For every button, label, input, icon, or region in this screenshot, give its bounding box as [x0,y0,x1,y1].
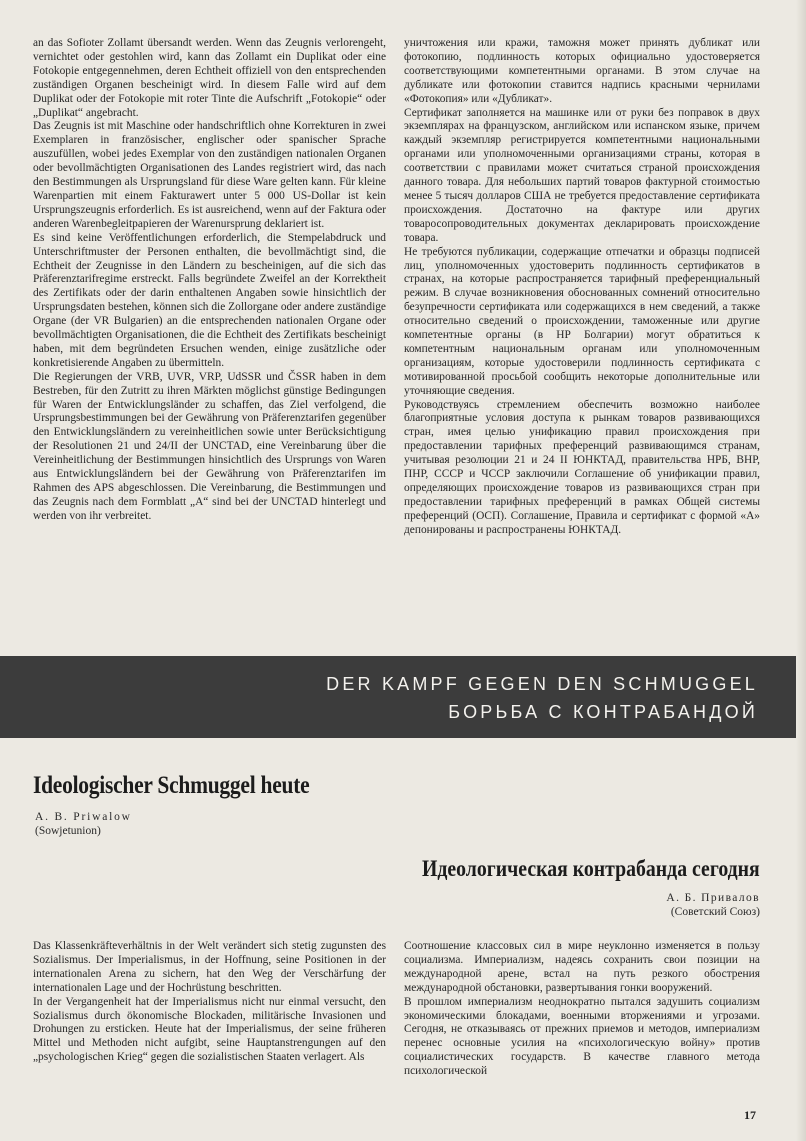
paragraph: уничтожения или кражи, таможня может принять дубликат или фотокопию, подлинность которых официально удостоверяется соответствующими компетентными органами. В этом случае на дубликате или фотокопии ставится надпись красными чернилами «Фотокопия» или «Дубликат». [404,37,760,105]
page-edge-shadow [796,0,806,1141]
russian-text-column-bottom [404,940,760,1079]
german-text-column-bottom [33,940,386,1065]
german-text-column-top [33,37,386,524]
section-title-russian: БОРЬБА С КОНТРАБАНДОЙ [448,702,758,722]
author-german: A. B. Priwalow [35,811,132,823]
paragraph: Сертификат заполняется на машинке или от руки без поправок в двух экземплярах на французском, английском или испанском языке, причем каждый экземпляр регистрируется компетентными национальными органами или уполномоченными организациями страны, которая в соответствии с правилами может считаться страной происхождения данного товара. Для небольших партий товаров фактурной стоимостью менее 5 тысяч долларов США не требуется предоставление сертификата происхождения. Достаточно на фактуре или других товаросопроводительных документах декларировать происхождение товара. [404,106,760,244]
section-banner [0,656,796,738]
paragraph: Не требуются публикации, содержащие отпечатки и образцы подписей лиц, уполномоченных удостоверить подлинность сертификатов в странах, на которые распространяется тарифный преференциальный режим. В случае возникновения обоснованных сомнений относительно безупречности сертификата или содержащихся в нем сведений, а также относительно сведений о происхождении, таможенные или другие компетентные органы (в НР Болгарии) могут обратиться к компетентным национальным органам или уполномоченным организациям, которые удостоверили подлинность сертификата с мотивированной просьбой сообщить некоторые дополнительные или уточняющие сведения. [404,245,760,397]
article-title-russian: Идеологическая контрабанда сегодня [422,856,760,881]
author-russian: А. Б. Привалов [666,892,760,904]
paragraph: Die Regierungen der VRB, UVR, VRP, UdSSR und ČSSR haben in dem Bestreben, für den Zutritt zu ihren Märkten möglichst günstige Bedingungen für Waren der Entwicklungsländer zu schaffen, das Ziel verfolgend, die Ursprungsbestimmungen bei der Gewährung von Präferenztarifen gegenüber den Entwicklungsländern zu vereinheitlichen sowie unter Berücksichtigung der Resolutionen 21 und 24/II der UNCTAD, eine Vereinbarung über die Vereinheitlichung der Bestimmungen hinsichtlich des Ursprungs von Waren aus Entwicklungsländern bei der Gewährung von Präferenztarifen im Rahmen des APS abgeschlossen. Die Vereinbarung, die Bestimmungen und das Zeugnis nach dem Formblatt „A“ sind bei der UNCTAD hinterlegt und werden von ihr verbreitet. [33,370,386,522]
article-title-german: Ideologischer Schmuggel heute [33,772,310,799]
paragraph: Es sind keine Veröffentlichungen erforderlich, die Stempelabdruck und Unterschriftmuster der Personen enthalten, die bevollmächtigt sind, die Echtheit der Zeugnisse in den Ländern zu bescheinigen, auf die sich das Präferenztarifregime erstreckt. Falls begründete Zweifel an der Korrektheit des Zertifikats oder der darin enthaltenen Angaben sowie hinsichtlich der Ursprungsdaten bestehen, können sich die Zollorgane oder andere zuständige Organe (der VR Bulgarien) an die entsprechenden nationalen Organe oder bevollmächtigten Organisationen, die die Echtheit des Zertifikats bescheinigt haben, mit dem begründeten Ersuchen wenden, einige zusätzliche oder konkretisierende Angaben zu übermitteln. [33,231,386,369]
paragraph: Руководствуясь стремлением обеспечить возможно наиболее благоприятные условия доступа к рынкам товаров развивающихся стран, имея целью унификацию правил происхождения при предоставлении тарифных преференций развивающимся странам, учитывая резолюции 21 и 24 II ЮНКТАД, правительства НРБ, ВНР, ПНР, СССР и ЧССР заключили Соглашение об унификации правил, определяющих происхождение товаров из развивающихся стран при предоставлении тарифных преференций в рамках Общей системы преференций (ОСП). Соглашение, Правила и сертификат с формой «А» депонированы и распространены ЮНКТАД. [404,398,760,536]
paragraph: Соотношение классовых сил в мире неуклонно изменяется в пользу социализма. Империализм, надеясь сохранить свои позиции на международной арене, встал на путь резкого обострения международной обстановки, развертывания гонки вооружений. [404,940,760,994]
page-number: 17 [744,1108,756,1122]
paragraph: an das Sofioter Zollamt übersandt werden. Wenn das Zeugnis verlorengeht, vernichtet oder gestohlen wird, kann das Zollamt ein Duplikat oder eine Fotokopie entgegennehmen, deren Echtheit offiziell von den entsprechenden zuständigen Organen bescheinigt wird. In diesem Falle wird auf dem Duplikat oder der Fotokopie mit roter Tinte die Aufschrift „Fotokopie“ oder „Duplikat“ angebracht. [33,37,386,119]
paragraph: In der Vergangenheit hat der Imperialismus nicht nur einmal versucht, den Sozialismus durch ökonomische Blockaden, militärische Invasionen und Drohungen zu ersticken. Heute hat der Imperialismus, der seine früheren Mittel und Methoden nicht aufgibt, seine Hauptanstrengungen auf den „psychologischen Krieg“ gegen die sozialistischen Staaten verlagert. Als [33,995,386,1064]
author-country-german: (Sowjetunion) [35,825,101,837]
author-country-russian: (Советский Союз) [670,906,760,918]
section-title-german: DER KAMPF GEGEN DEN SCHMUGGEL [326,674,758,694]
paragraph: Das Klassenkräfteverhältnis in der Welt verändert sich stetig zugunsten des Sozialismus. Der Imperialismus, in der Hoffnung, seine Positionen in der internationalen Arena zu sichern, hat den Weg der Verschärfung der internationalen Lage und der Hochrüstung beschritten. [33,940,386,994]
paragraph: В прошлом империализм неоднократно пытался задушить социализм экономическими блокадами, военными вторжениями и угрозами. Сегодня, не отказываясь от прежних приемов и методов, империализм перенес основные усилия на «психологическую войну» против социалистических государств. В качестве главного метода психологической [404,995,760,1078]
russian-text-column-top [404,37,760,538]
paragraph: Das Zeugnis ist mit Maschine oder handschriftlich ohne Korrekturen in zwei Exemplaren in französischer, englischer oder spanischer Sprache auszufüllen, wobei jedes Exemplar von den zuständigen nationalen Organen oder bevollmächtigten Organisationen des Landes registriert wird, das nach den Bestimmungen als Ursprungsland für diese Ware gelten kann. Für kleine Warenpartien mit einem Fakturawert unter 5 000 US-Dollar ist kein Ursprungszeugnis erforderlich. Es ist ausreichend, wenn auf der Faktura oder anderen Warenbegleitpapieren der Warenursprung deklariert ist. [33,120,386,230]
